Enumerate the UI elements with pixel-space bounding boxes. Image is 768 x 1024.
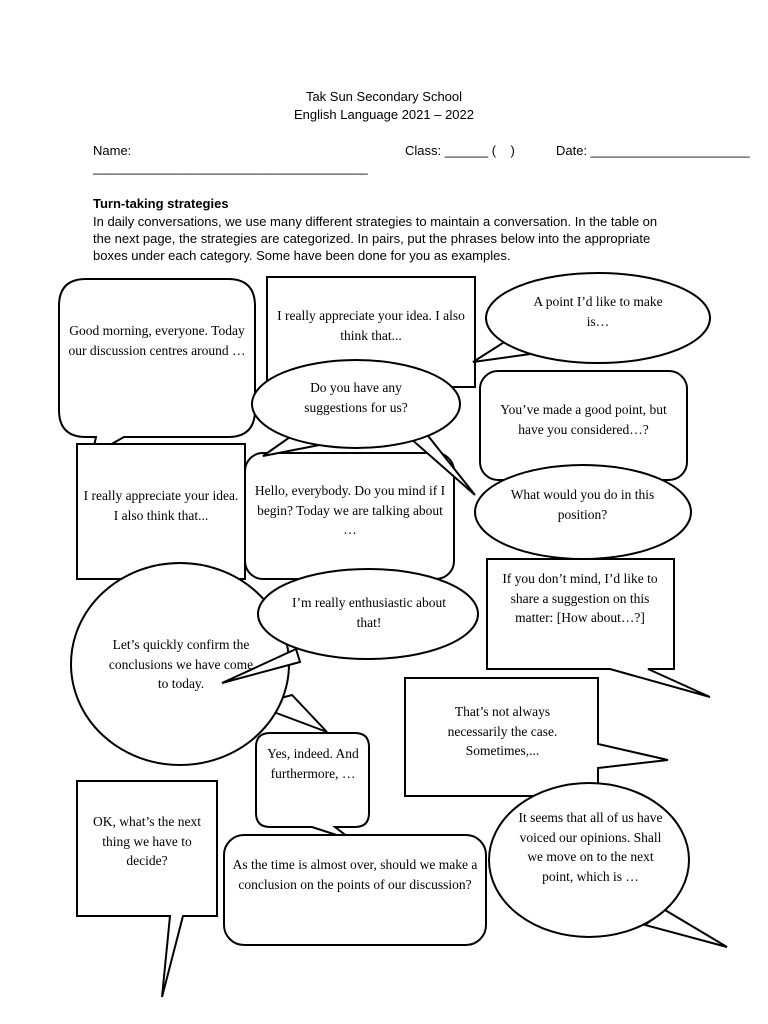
name-label: Name:: [93, 143, 132, 158]
date-label: Date: ______________________: [556, 143, 750, 158]
bubble-rounded-1: [59, 279, 255, 455]
phrase-8: What would you do in this position?: [510, 487, 655, 522]
phrase-16: It seems that all of us have voiced our opinions. Shall we move on to the next point, which is …: [518, 810, 663, 884]
instructions: In daily conversations, we use many different strategies to maintain a conversation. In the table on the next page, the strategies are categorized. In pairs, put the phrases below into the appropriate boxes under each category. Some have been done for you as examples.: [93, 214, 658, 263]
name-line: ______________________________________: [93, 160, 368, 175]
phrase-15: As the time is almost over, should we make a conclusion on the points of our discussion?: [232, 857, 478, 892]
phrase-10: If you don’t mind, I’d like to share a suggestion on this matter: [How about…?]: [502, 571, 658, 625]
phrase-3: A point I’d like to make is…: [533, 294, 663, 329]
phrase-2: I really appreciate your idea. I also think that...: [277, 308, 465, 343]
phrase-13: Yes, indeed. And furthermore, …: [267, 746, 359, 781]
phrase-5: You’ve made a good point, but have you considered…?: [500, 402, 667, 437]
phrase-12: That’s not always necessarily the case. Sometimes,...: [447, 704, 558, 758]
phrase-7: Hello, everybody. Do you mind if I begin? Today we are talking about …: [254, 483, 446, 537]
subject-year: English Language 2021 – 2022: [294, 107, 474, 122]
phrase-9: I’m really enthusiastic about that!: [291, 595, 447, 630]
class-label: Class: ______ ( ): [405, 143, 515, 158]
phrase-4: Do you have any suggestions for us?: [304, 380, 408, 415]
phrase-6: I really appreciate your idea. I also think that...: [83, 488, 239, 523]
phrase-1: Good morning, everyone. Today our discussion centres around …: [68, 323, 246, 358]
school-name: Tak Sun Secondary School: [305, 89, 463, 104]
section-title: Turn-taking strategies: [93, 196, 229, 211]
phrase-14: OK, what’s the next thing we have to decide?: [93, 814, 201, 868]
phrase-11: Let’s quickly confirm the conclusions we have come to today.: [108, 637, 254, 691]
